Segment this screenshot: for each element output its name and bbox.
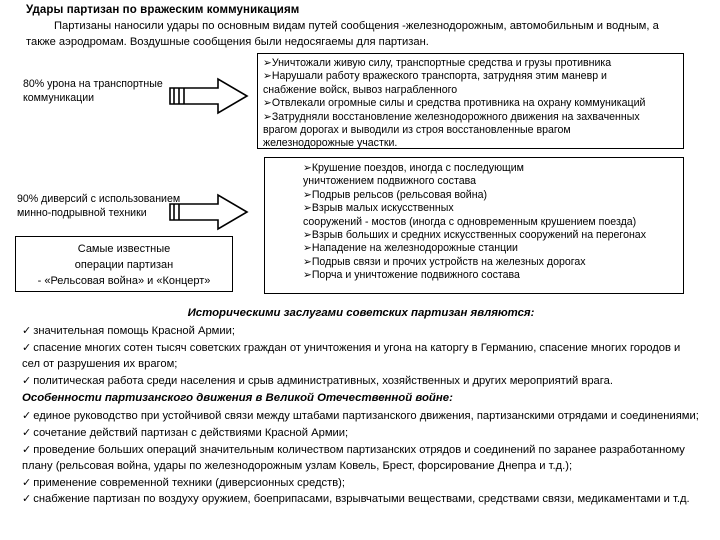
list-item (22, 340, 700, 373)
bullet-arrow-icon: ➢ (303, 242, 312, 255)
list-item (263, 97, 679, 110)
famous-operations-line-1: Самые известные (77, 243, 171, 255)
list-item-text: спасение многих сотен тысяч советских граждан от уничтожения и угона на каторгу в Германию, спасение многих городов и сел от разрушения их врагом; (22, 341, 681, 371)
list-item (263, 57, 679, 70)
list-item-text: проведение больших операций значительным количеством партизанских отрядов и соединений по заранее разработанному плану (рельсовая война, удары по железнодорожным узлам Ковель, Брест, форсирование Днепра и т.д.); (22, 443, 685, 473)
list-item-text: Уничтожали живую силу, транспортные средства и грузы противника (271, 57, 612, 69)
panel-effects-on-communications (257, 53, 684, 149)
list-item (22, 373, 700, 390)
page-title: Удары партизан по вражеским коммуникациям (26, 4, 300, 16)
bullet-arrow-icon: ➢ (263, 57, 272, 69)
list-item-text: применение современной техники (диверсионных средств); (33, 476, 345, 489)
heading-movement-features: Особенности партизанского движения в Великой Отечественной войне: (22, 392, 453, 405)
list-item (303, 269, 679, 282)
bullet-arrow-icon: ➢ (303, 202, 312, 215)
heading-historical-merits: Историческими заслугами советских партизан являются: (187, 307, 535, 319)
list-item-text: политическая работа среди населения и срыв административных, хозяйственных и других мероприятий врага. (33, 374, 613, 387)
list-item-text: Затрудняли восстановление железнодорожного движения на захваченных (271, 110, 640, 123)
block-arrow-right-icon-1 (168, 76, 250, 116)
bottom-section (22, 305, 700, 508)
list-item (303, 189, 679, 202)
intro-paragraph: Партизаны наносили удары по основным видам путей сообщения -железнодорожным, автомобильным и водным, а также аэродромам. Воздушные сообщения были недосягаемы для партизан. (26, 20, 659, 48)
list-item-text: Взрыв малых искусственных (311, 202, 454, 215)
list-item-continuation: уничтожением подвижного состава (303, 175, 477, 188)
list-item-continuation: снабжение войск, вывоз награбленного (263, 83, 458, 96)
list-item (263, 111, 679, 124)
list-item (22, 442, 700, 475)
list-item-text: Нападение на железнодорожные станции (311, 242, 518, 255)
list-item-text: Порча и уничтожение подвижного состава (311, 269, 520, 282)
list-item-continuation: сооружений - мостов (иногда с одновременным крушением поезда) (303, 215, 637, 228)
panel-famous-operations (15, 236, 233, 292)
label-transport-damage: 80% урона на транспортные коммуникации (23, 78, 163, 104)
list-item-text: единое руководство при устойчивой связи между штабами партизанского движения, партизанскими отрядами и соединениями; (33, 410, 699, 423)
bullet-arrow-icon: ➢ (303, 229, 312, 242)
list-item-text: Крушение поездов, иногда с последующим (311, 162, 524, 174)
famous-operations-line-2: операции партизан (74, 259, 174, 271)
check-icon: ✓ (22, 425, 32, 439)
list-item (263, 70, 679, 83)
panel-sabotage-methods (264, 157, 684, 294)
list-item-text: значительная помощь Красной Армии; (33, 325, 235, 337)
list-item-text: Взрыв больших и средних искусственных сооружений на перегонах (311, 229, 646, 242)
check-icon: ✓ (22, 373, 32, 387)
list-item (22, 323, 700, 340)
list-item (303, 202, 679, 215)
check-icon: ✓ (22, 442, 32, 456)
check-icon: ✓ (22, 475, 32, 489)
list-item-text: сочетание действий партизан с действиями Красной Армии; (33, 426, 349, 439)
bullet-arrow-icon: ➢ (303, 269, 312, 282)
block-arrow-right-icon-2 (168, 192, 250, 232)
check-icon: ✓ (22, 340, 32, 354)
check-icon: ✓ (22, 324, 32, 337)
list-item (22, 408, 700, 425)
list-item (22, 425, 700, 442)
bullet-arrow-icon: ➢ (263, 97, 272, 110)
list-item-text: снабжение партизан по воздуху оружием, боеприпасами, взрывчатыми веществами, средствами связи, медикаментами и т.д. (33, 493, 690, 506)
list-item-text: Подрыв связи и прочих устройств на железных дорогах (311, 255, 586, 268)
list-item-text: Подрыв рельсов (рельсовая война) (311, 188, 487, 201)
check-icon: ✓ (22, 409, 32, 423)
list-item (22, 475, 700, 492)
list-item-text: Нарушали работу вражеского транспорта, затрудняя этим маневр и (271, 70, 607, 83)
list-item-text: Отвлекали огромные силы и средства противника на охрану коммуникаций (271, 97, 646, 110)
list-item (303, 256, 679, 269)
label-mine-sabotage: 90% диверсий с использованием минно-подрывной техники (17, 193, 181, 219)
list-item (303, 162, 679, 175)
list-item (22, 491, 700, 508)
list-item (303, 229, 679, 242)
bullet-arrow-icon: ➢ (303, 188, 312, 201)
list-item-continuation: железнодорожные участки. (263, 137, 398, 150)
bullet-arrow-icon: ➢ (263, 70, 272, 83)
check-icon: ✓ (22, 492, 32, 506)
bullet-arrow-icon: ➢ (263, 110, 272, 123)
bullet-arrow-icon: ➢ (303, 255, 312, 268)
bullet-arrow-icon: ➢ (303, 162, 312, 174)
list-item (303, 242, 679, 255)
famous-operations-line-3: - «Рельсовая война» и «Концерт» (37, 275, 211, 287)
list-item-continuation: врагом дорогах и выводили из строя восстановленные врагом (263, 124, 571, 137)
